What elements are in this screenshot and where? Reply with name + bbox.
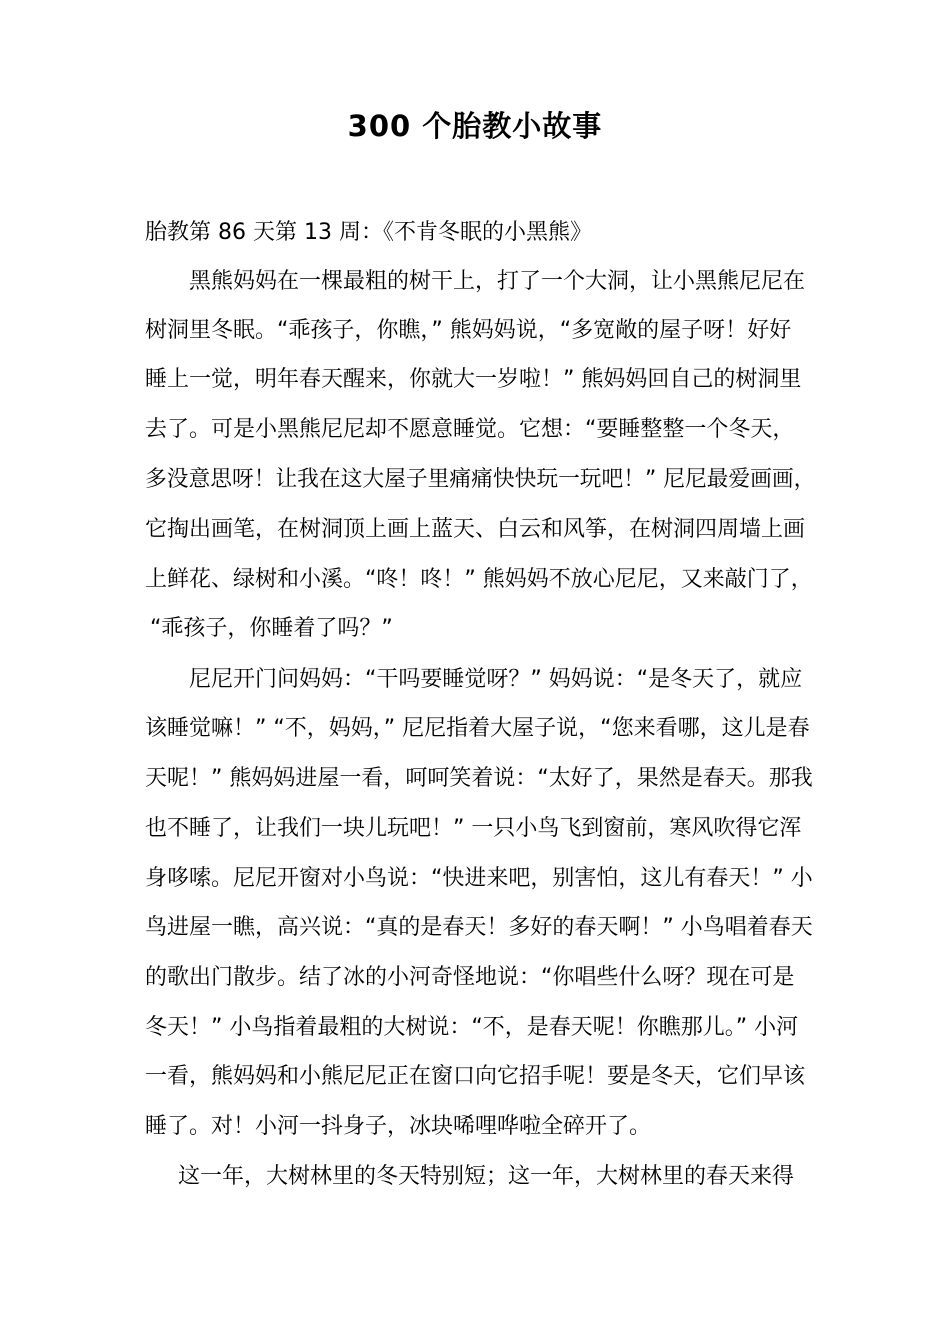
story-heading: 胎教第 86 天第 13 周：《不肯冬眠的小黑熊》: [145, 220, 592, 245]
paragraph-line: 上鲜花、绿树和小溪。“咚！咚！” 熊妈妈不放心尼尼，又来敲门了，: [145, 567, 813, 592]
paragraph-line: 也不睡了，让我们一块儿玩吧！” 一只小鸟飞到窗前，寒风吹得它浑: [145, 816, 802, 841]
paragraph-line: 睡了。对！小河一抖身子，冰块唏哩哗啦全碎开了。: [145, 1114, 652, 1139]
paragraph-line: 一看，熊妈妈和小熊尼尼正在窗口向它招手呢！要是冬天，它们早该: [145, 1064, 806, 1089]
paragraph-line: 这一年，大树林里的冬天特别短；这一年，大树林里的春天来得: [178, 1164, 795, 1189]
paragraph-line: 该睡觉嘛！” “不，妈妈，” 尼尼指着大屋子说，“您来看哪，这儿是春: [145, 716, 810, 741]
paragraph-line: 冬天！” 小鸟指着最粗的大树说：“不，是春天呢！你瞧那儿。” 小河: [145, 1015, 799, 1040]
paragraph-line: 树洞里冬眠。“乖孩子，你瞧，” 熊妈妈说，“多宽敞的屋子呀！好好: [145, 318, 792, 343]
paragraph-line: 鸟进屋一瞧，高兴说：“真的是春天！多好的春天啊！” 小鸟唱着春天: [145, 915, 813, 940]
paragraph-line: “乖孩子，你睡着了吗？”: [150, 616, 393, 641]
paragraph-line: 黑熊妈妈在一棵最粗的树干上，打了一个大洞，让小黑熊尼尼在: [189, 269, 806, 294]
paragraph-line: 尼尼开门问妈妈：“干吗要睡觉呀？” 妈妈说：“是冬天了，就应: [189, 667, 803, 692]
paragraph-line: 身哆嗦。尼尼开窗对小鸟说：“快进来吧，别害怕，这儿有春天！” 小: [145, 866, 813, 891]
paragraph-line: 天呢！” 熊妈妈进屋一看，呵呵笑着说：“太好了，果然是春天。那我: [145, 766, 813, 791]
paragraph-line: 去了。可是小黑熊尼尼却不愿意睡觉。它想：“要睡整整一个冬天，: [145, 417, 795, 442]
paragraph-line: 多没意思呀！让我在这大屋子里痛痛快快玩一玩吧！” 尼尼最爱画画，: [145, 467, 816, 492]
paragraph-line: 的歌出门散步。结了冰的小河奇怪地说：“你唱些什么呀？现在可是: [145, 965, 795, 990]
paragraph-line: 它掏出画笔，在树洞顶上画上蓝天、白云和风筝，在树洞四周墙上画: [145, 517, 806, 542]
paragraph-line: 睡上一觉，明年春天醒来，你就大一岁啦！” 熊妈妈回自己的树洞里: [145, 367, 802, 392]
document-title: 300 个胎教小故事: [347, 109, 603, 143]
